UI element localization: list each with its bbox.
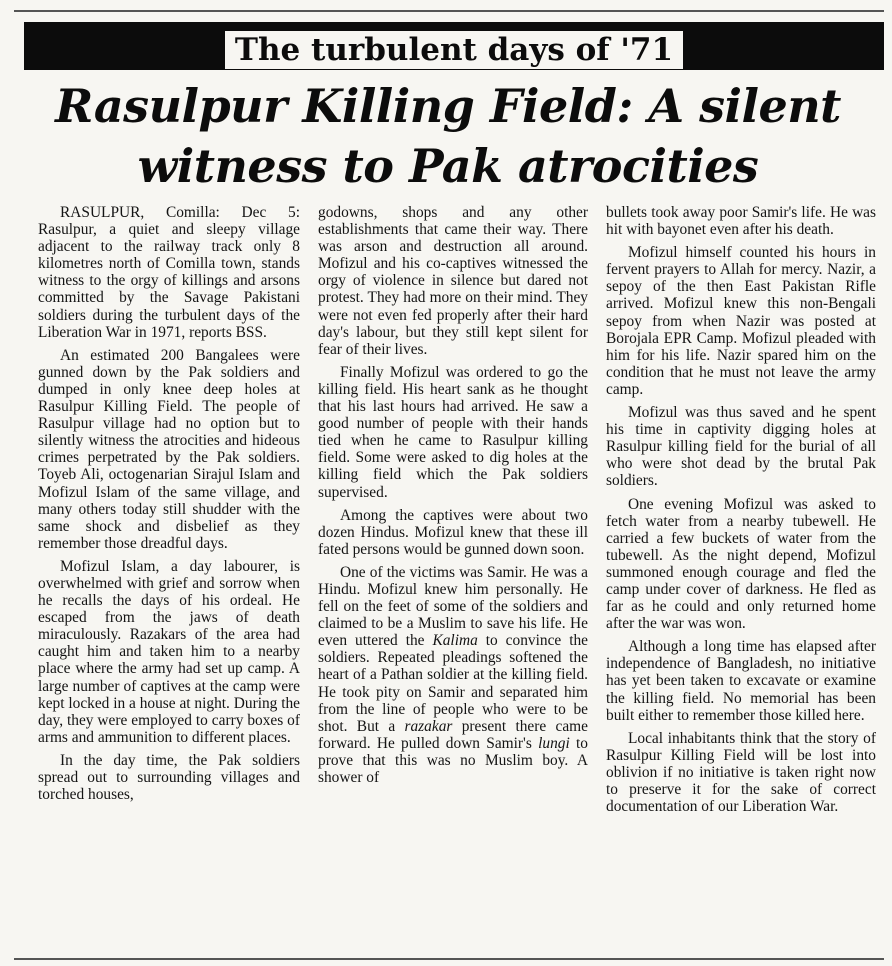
paragraph: Finally Mofizul was ordered to go the killing field. His heart sank as he thought that his last hours had arrived. He saw a good number of people with their hands tied when he came to Rasulpur killing field. Some were asked to dig holes at the killing field which the Pak soldiers supervised. (318, 363, 588, 501)
paragraph: Among the captives were about two dozen Hindus. Mofizul knew that these ill fated persons would be gunned down soon. (318, 506, 588, 558)
headline (14, 76, 882, 196)
section-banner (24, 22, 884, 70)
text-run: to prove that this was no Muslim boy. A shower of (318, 734, 588, 786)
paragraph: bullets took away poor Samir's life. He was hit with bayonet even after his death. (606, 204, 876, 239)
paragraph: Mofizul was thus saved and he spent his time in captivity digging holes at Rasulpur killing field for the burial of all who were shot dead by the brutal Pak soldiers. (606, 404, 876, 490)
paragraph: Although a long time has elapsed after independence of Bangladesh, no initiative has yet been taken to excavate or examine the killing field. No memorial has been built either to remember those killed here. (606, 638, 876, 724)
top-rule (14, 10, 884, 12)
paragraph: Mofizul Islam, a day labourer, is overwhelmed with grief and sorrow when he recalls the days of his ordeal. He escaped from the jaws of death miraculously. Razakars of the area had caught him and taken him to a nearby place where the army had set up camp. A large number of captives at the camp were kept locked in a house at night. During the day, they were employed to carry boxes of arms and ammunition to different places. (38, 557, 300, 746)
article-column-2 (318, 204, 588, 960)
paragraph: An estimated 200 Bangalees were gunned down by the Pak soldiers and dumped in only knee deep holes at Rasulpur Killing Field. The people of Rasulpur village had no option but to silently witness the atrocities and hideous crimes perpetrated by the Pak soldiers. Toyeb Ali, octogenarian Sirajul Islam and Mofizul Islam of the same village, and many others today still shudder with the same shock and disbelief as they remember those dreadful days. (38, 346, 300, 552)
paragraph: Local inhabitants think that the story of Rasulpur Killing Field will be lost into oblivion if no initiative is taken right now to preserve it for the sake of correct documentation of our Liberation War. (606, 729, 876, 816)
paragraph: Mofizul himself counted his hours in fervent prayers to Allah for mercy. Nazir, a sepoy of the then East Pakistan Rifle arrived. Mofizul knew this non-Bengali sepoy from when Nazir was posted at Borojala EPR Camp. Mofizul pleaded with him for his life. Nazir spared him on the condition that he must not leave the army camp. (606, 244, 876, 398)
paragraph: One evening Mofizul was asked to fetch water from a nearby tubewell. He carried a few buckets of water from the tubewell. As the night depend, Mofizul summoned enough courage and fled the camp under cover of darkness. He fled as far as he could and only returned home after the war was won. (606, 495, 876, 633)
banner-title: The turbulent days of '71 (225, 31, 683, 69)
paragraph (318, 564, 588, 786)
bottom-rule (14, 958, 884, 960)
paragraph: RASULPUR, Comilla: Dec 5: Rasulpur, a quiet and sleepy village adjacent to the railway track only 8 kilometres north of Comilla town, stands witness to the orgy of killings and arsons committed by the Savage Pakistani soldiers during the turbulent days of the Liberation War in 1971, reports BSS. (38, 204, 300, 341)
article-column-3 (606, 204, 876, 960)
paragraph: godowns, shops and any other establishments that came their way. There was arson and destruction all around. Mofizul and his co-captives witnessed the orgy of violence in silence but dared not protest. They had more on their mind. They were not even fed properly after their hard day's labour, but they still kept silent for fear of their lives. (318, 204, 588, 358)
paragraph: In the day time, the Pak soldiers spread out to surrounding villages and torched houses, (38, 751, 300, 804)
article-column-1 (38, 204, 300, 960)
italic-word: Kalima (432, 632, 478, 650)
text-run: to convince the soldiers. Repeated pleadings softened the heart of a Pathan soldier at the killing field. He took pity on Samir and separated him from the line of people who were to be shot. But a (318, 632, 588, 735)
text-run: One of the victims was Samir. He was a Hindu. Mofizul knew him personally. He fell on the feet of some of the soldiers and claimed to be a Muslim to save his life. He even uttered the (318, 563, 588, 650)
italic-word: razakar (404, 717, 453, 735)
text-run: present there came forward. He pulled down Samir's (318, 717, 588, 752)
italic-word: lungi (538, 734, 570, 752)
headline-line-1: Rasulpur Killing Field: A silent (55, 79, 841, 133)
headline-line-2: witness to Pak atrocities (137, 139, 759, 193)
